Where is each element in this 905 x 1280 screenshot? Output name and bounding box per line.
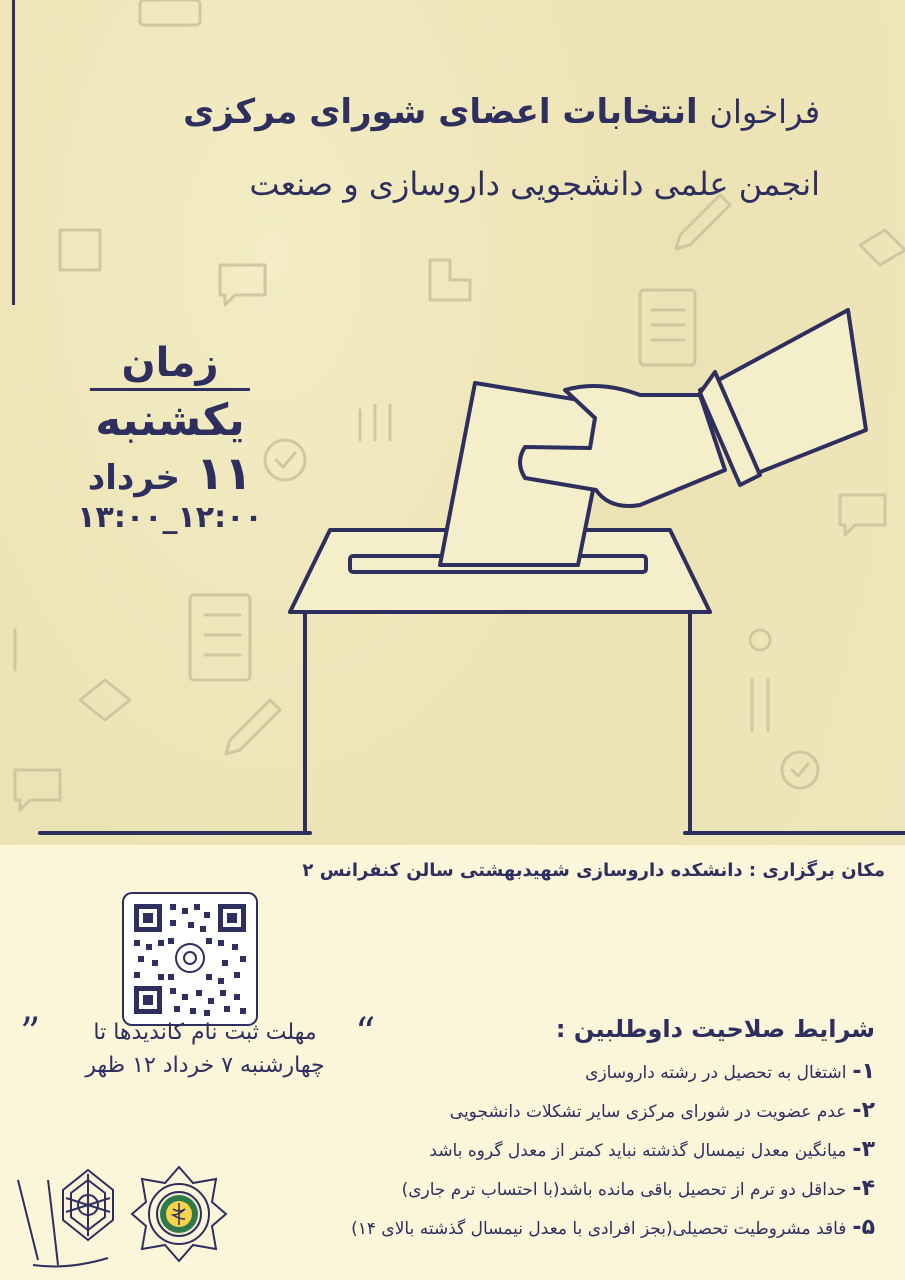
condition-item: ۲-عدم عضویت در شورای مرکزی سایر تشکلات دانشجویی	[449, 1098, 875, 1123]
event-hours: ۱۲:۰۰_۱۳:۰۰	[77, 500, 263, 535]
time-label: زمان	[121, 340, 219, 386]
condition-item: ۴-حداقل دو ترم از تحصیل باقی مانده باشد(با احتساب ترم جاری)	[401, 1176, 875, 1201]
quote-mark-left-icon: ”	[20, 1010, 41, 1056]
conditions-title: شرایط صلاحیت داوطلبین :	[555, 1015, 875, 1043]
deadline-line-2: چهارشنبه ۷ خرداد ۱۲ ظهر	[85, 1053, 325, 1078]
condition-item: ۳-میانگین معدل نیمسال گذشته نباید کمتر از معدل گروه باشد	[429, 1137, 875, 1162]
vertical-accent-line	[12, 0, 15, 305]
faculty-logo-icon	[128, 1163, 230, 1265]
eligibility-conditions	[315, 1015, 875, 1254]
page-title	[60, 92, 820, 132]
deadline-line-1: مهلت ثبت نام کاندیدها تا	[93, 1020, 317, 1045]
condition-item: ۱-اشتغال به تحصیل در رشته داروسازی	[585, 1059, 875, 1084]
condition-item: ۵-فاقد مشروطیت تحصیلی(بجز افرادی با معدل نیمسال گذشته بالای ۱۴)	[351, 1215, 875, 1240]
date-number: ۱۱	[196, 446, 253, 500]
quote-mark-right-icon: “	[355, 1010, 376, 1056]
qr-code-icon	[124, 894, 256, 1024]
title-main: انتخابات اعضای شورای مرکزی	[183, 92, 698, 132]
date-month: خرداد	[87, 458, 181, 498]
university-logo-icon	[8, 1160, 123, 1275]
conditions-list	[315, 1059, 875, 1240]
qr-code[interactable]	[122, 892, 258, 1026]
ballot-box-icon	[0, 300, 905, 845]
title-prefix: فراخوان	[709, 93, 820, 131]
event-location: مکان برگزاری : دانشکده داروسازی شهیدبهشتی سالن کنفرانس ۲	[302, 860, 885, 881]
event-day: یکشنبه	[95, 395, 245, 446]
page-subtitle: انجمن علمی دانشجویی داروسازی و صنعت	[249, 165, 820, 203]
